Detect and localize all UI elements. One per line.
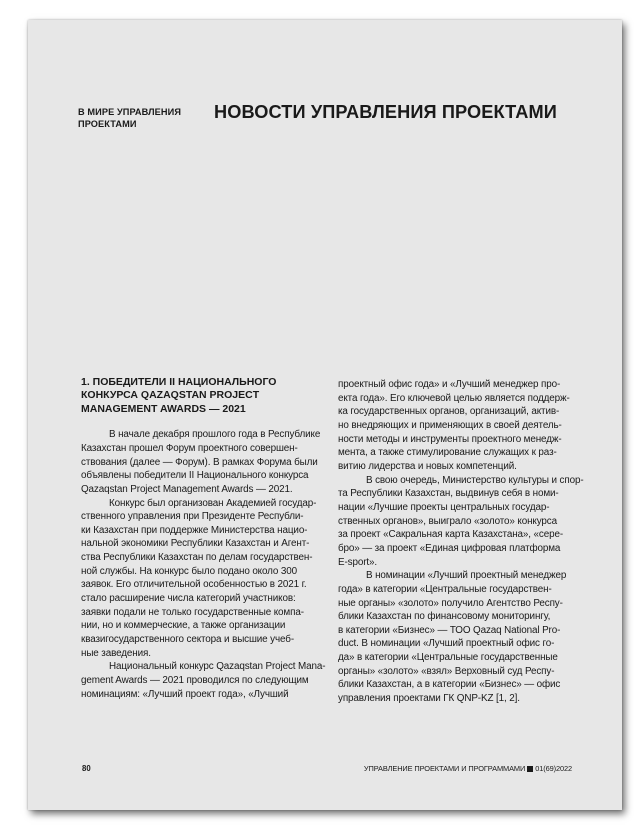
text-line: заявки подали не только государственные компа- xyxy=(81,606,304,618)
text-line: ка государственных органов, организаций, актив- xyxy=(338,406,560,418)
article-body-left xyxy=(81,428,331,701)
text-line: ной службы. На конкурс было подано около 300 xyxy=(81,565,298,577)
text-line: ства Республики Казахстан по делам государствен- xyxy=(81,552,313,564)
text-line: В свою очередь, Министерство культуры и спор- xyxy=(366,474,584,486)
paragraph xyxy=(81,660,331,701)
journal-footer xyxy=(364,764,572,773)
text-line: номинациям: «Лучший проект года», «Лучший xyxy=(81,688,289,700)
text-line: ственного управления при Президенте Республи- xyxy=(81,511,304,523)
section-label-line: ПРОЕКТАМИ xyxy=(78,119,137,129)
text-line: мента, а также стимулирование служащих к раз- xyxy=(338,447,557,459)
paragraph xyxy=(338,378,596,474)
text-line: нальной экономики Республики Казахстан и Агент- xyxy=(81,538,310,550)
journal-name: УПРАВЛЕНИЕ ПРОЕКТАМИ И ПРОГРАММАМИ xyxy=(363,764,526,773)
text-line: Национальный конкурс Qazaqstan Project Mana- xyxy=(109,661,326,673)
article-title-line: MANAGEMENT AWARDS — 2021 xyxy=(81,402,246,415)
article-title xyxy=(81,376,331,416)
article-column-left xyxy=(81,376,331,701)
text-line: объявлены победители II Национального конкурса xyxy=(81,470,309,482)
text-line: Конкурс был организован Академией государ- xyxy=(109,497,317,509)
text-line: ности методы и инструменты проектного менедж- xyxy=(338,433,562,445)
text-line: года» в категории «Центральные государствен- xyxy=(338,583,552,595)
text-line: В номинации «Лучший проектный менеджер xyxy=(366,570,567,582)
text-line: витию лидерства и новых компетенций. xyxy=(338,460,517,472)
section-label-line: В МИРЕ УПРАВЛЕНИЯ xyxy=(78,107,182,117)
paragraph xyxy=(81,497,331,661)
text-line: нации «Лучшие проекты центральных государ- xyxy=(338,501,550,513)
text-line: проектный офис года» и «Лучший менеджер про- xyxy=(338,379,561,390)
text-line: та Республики Казахстан, выдвинув себя в номи- xyxy=(338,488,559,500)
text-line: нии, но и коммерческие, а также организации xyxy=(81,620,286,632)
journal-page xyxy=(28,20,622,810)
text-line: ственных органов», выиграло «золото» конкурса xyxy=(338,515,557,527)
article-body-right xyxy=(338,378,596,706)
article-title-line: КОНКУРСА QAZAQSTAN PROJECT xyxy=(81,389,260,402)
text-line: ки Казахстан при поддержке Министерства нацио- xyxy=(81,524,308,536)
paragraph xyxy=(338,474,596,570)
text-line: бро» — за проект «Единая цифровая платформа xyxy=(338,542,561,554)
text-line: Казахстан прошел Форум проектного совершен- xyxy=(81,442,298,454)
text-line: ные органы» «золото» получило Агентство Респу- xyxy=(338,597,563,609)
text-line: блики Казахстан по финансовому мониторингу, xyxy=(338,611,551,623)
section-label xyxy=(78,106,198,130)
paragraph xyxy=(81,428,331,496)
page-title: НОВОСТИ УПРАВЛЕНИЯ ПРОЕКТАМИ xyxy=(214,102,557,122)
article-column-right xyxy=(338,378,596,706)
text-line: но внедряющих и применяющих в своей деятель- xyxy=(338,419,562,431)
page-number: 80 xyxy=(82,764,91,773)
text-line: Qazaqstan Project Management Awards — 2021. xyxy=(81,483,293,495)
text-line: заявок. Его отличительной особенностью в 2021 г. xyxy=(81,579,307,591)
text-line: екта года». Его ключевой целью является поддерж- xyxy=(338,392,570,404)
text-line: В начале декабря прошлого года в Республике xyxy=(109,429,321,441)
text-line: ствования (далее — Форум). В рамках Форума были xyxy=(81,456,318,468)
paragraph xyxy=(338,569,596,706)
text-line: duct. В номинации «Лучший проектный офис го- xyxy=(338,638,555,650)
text-line: E-sport». xyxy=(338,556,377,568)
text-line: стало расширение числа категорий участников: xyxy=(81,593,296,605)
square-separator-icon xyxy=(527,766,533,772)
journal-issue: 01(69)2022 xyxy=(535,764,572,773)
text-line: органы» «золото» «взял» Верховный суд Респу- xyxy=(338,665,555,677)
text-line: да» в категории «Центральные государственные xyxy=(338,652,558,664)
text-line: за проект «Сакральная карта Казахстана», «сере- xyxy=(338,529,564,541)
text-line: управления проектами ГК QNP-KZ [1, 2]. xyxy=(338,693,520,705)
text-line: в категории «Бизнес» — ТОО Qazaq National Pro- xyxy=(338,624,561,636)
text-line: квазигосударственного сектора и высшие учеб- xyxy=(81,634,294,646)
text-line: блики Казахстан, а в категории «Бизнес» — офис xyxy=(338,679,561,691)
text-line: gement Awards — 2021 проводился по следующим xyxy=(81,675,309,687)
article-title-line: 1. ПОБЕДИТЕЛИ II НАЦИОНАЛЬНОГО xyxy=(81,376,277,388)
text-line: ные заведения. xyxy=(81,647,151,659)
